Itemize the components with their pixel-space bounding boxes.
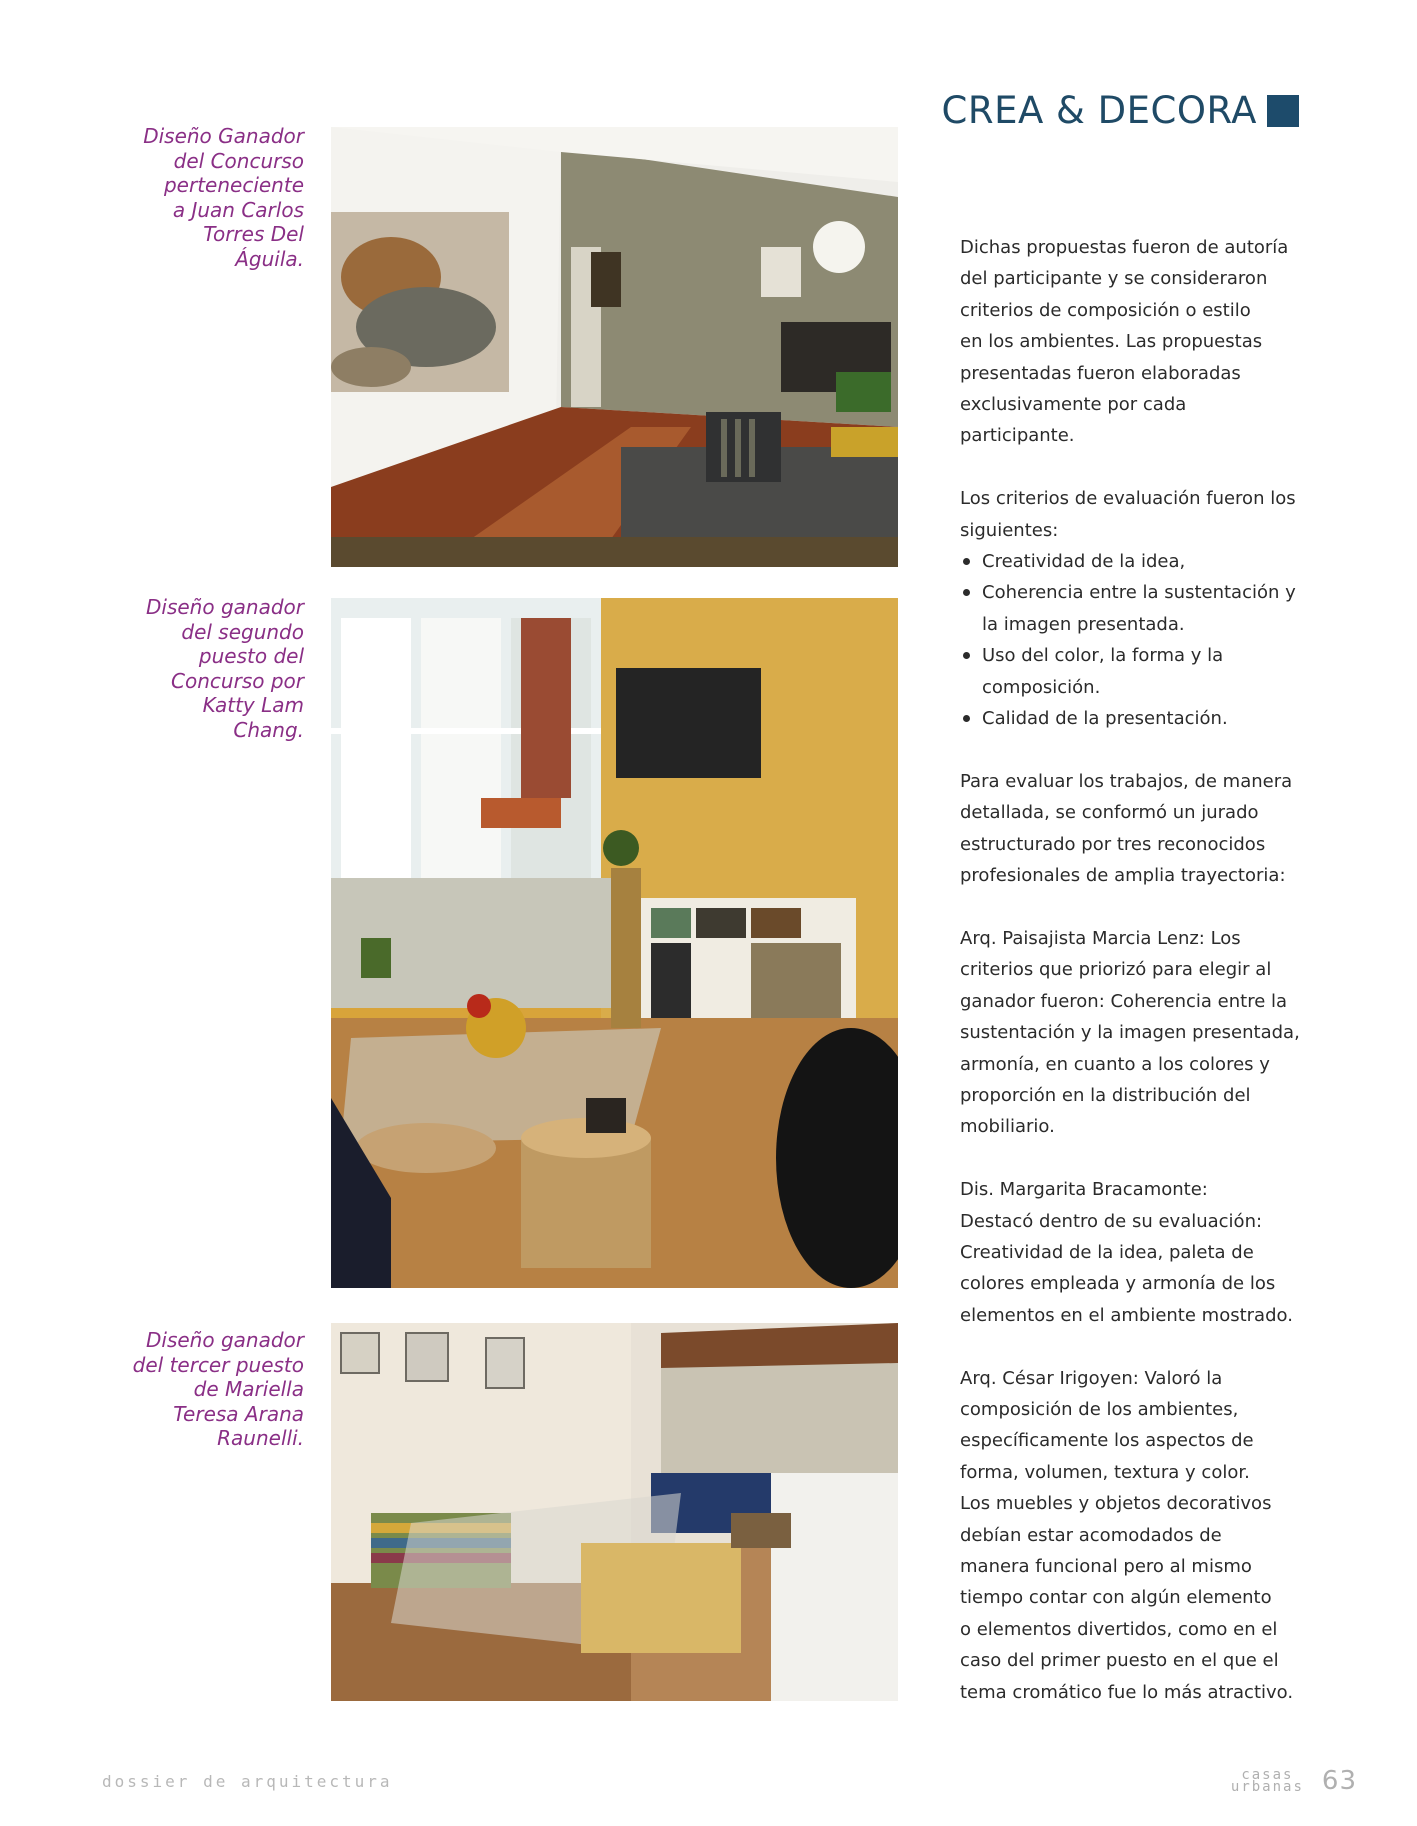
text-line: Arq. Paisajista Marcia Lenz: Los bbox=[960, 927, 1241, 949]
text-line: armonía, en cuanto a los colores y bbox=[960, 1053, 1270, 1075]
text-line: Dichas propuestas fueron de autoría bbox=[960, 237, 1289, 258]
paragraph-cesar-irigoyen bbox=[960, 1363, 1294, 1708]
text-line: en los ambientes. Las propuestas bbox=[960, 331, 1263, 353]
logo-line-top: casas bbox=[1241, 1767, 1294, 1783]
footer-right bbox=[1231, 1766, 1357, 1796]
text-line: Creatividad de la idea, bbox=[982, 551, 1186, 573]
photo-second-place-living-room bbox=[331, 598, 898, 1288]
text-line: la imagen presentada. bbox=[982, 613, 1185, 635]
section-accent-square bbox=[1267, 95, 1299, 127]
text-line: manera funcional pero al mismo bbox=[960, 1555, 1252, 1577]
text-line: caso del primer puesto en el que el bbox=[960, 1650, 1279, 1672]
text-line: composición. bbox=[982, 676, 1101, 698]
text-line: Creatividad de la idea, paleta de bbox=[960, 1241, 1254, 1263]
text-line: composición de los ambientes, bbox=[960, 1398, 1239, 1420]
text-line: debían estar acomodados de bbox=[960, 1524, 1222, 1546]
caption-line: de Mariella bbox=[193, 1377, 304, 1401]
magazine-logo bbox=[1231, 1769, 1304, 1793]
text-line: colores empleada y armonía de los bbox=[960, 1273, 1276, 1295]
paragraph-criteria-intro bbox=[960, 483, 1296, 546]
caption-line: del tercer puesto bbox=[132, 1352, 304, 1377]
text-line: Arq. César Irigoyen: Valoró la bbox=[960, 1367, 1223, 1389]
text-line: Coherencia entre la sustentación y bbox=[982, 582, 1296, 604]
paragraph-marcia-lenz bbox=[960, 923, 1300, 1143]
text-line: siguientes: bbox=[960, 519, 1059, 541]
text-line: mobiliario. bbox=[960, 1116, 1055, 1138]
caption-line: Concurso por bbox=[171, 668, 304, 693]
photo-first-place-living-room bbox=[331, 127, 898, 567]
section-title: CREA & DECORA bbox=[941, 89, 1257, 132]
text-line: Los criterios de evaluación fueron los bbox=[960, 488, 1296, 510]
page-number: 63 bbox=[1321, 1766, 1357, 1796]
paragraph-margarita-bracamonte bbox=[960, 1174, 1293, 1331]
text-line: estructurado por tres reconocidos bbox=[960, 833, 1266, 855]
text-line: detallada, se conformó un jurado bbox=[960, 802, 1259, 824]
criteria-list bbox=[960, 546, 1296, 734]
text-line: tiempo contar con algún elemento bbox=[960, 1587, 1272, 1609]
text-line: elementos en el ambiente mostrado. bbox=[960, 1304, 1293, 1326]
caption-third-place bbox=[80, 1328, 304, 1451]
text-line: Dis. Margarita Bracamonte: bbox=[960, 1179, 1208, 1201]
text-line: exclusivamente por cada bbox=[960, 394, 1187, 416]
caption-second-place bbox=[80, 595, 304, 742]
paragraph-jury bbox=[960, 766, 1293, 892]
caption-line: del Concurso bbox=[173, 148, 304, 173]
text-line: ganador fueron: Coherencia entre la bbox=[960, 990, 1288, 1012]
text-line: del participante y se consideraron bbox=[960, 268, 1268, 290]
text-line: Uso del color, la forma y la bbox=[982, 645, 1224, 667]
text-line: o elementos divertidos, como en el bbox=[960, 1618, 1278, 1640]
caption-line: Diseño ganador bbox=[146, 595, 304, 619]
text-line: Para evaluar los trabajos, de manera bbox=[960, 770, 1293, 792]
caption-line: Diseño Ganador bbox=[143, 124, 304, 148]
text-line: presentadas fueron elaboradas bbox=[960, 362, 1241, 384]
caption-line: Diseño ganador bbox=[146, 1328, 304, 1352]
criteria-list-item bbox=[960, 546, 1290, 577]
text-line: forma, volumen, textura y color. bbox=[960, 1461, 1250, 1483]
text-line: profesionales de amplia trayectoria: bbox=[960, 865, 1286, 887]
text-line: específicamente los aspectos de bbox=[960, 1430, 1254, 1452]
photo-third-place-dining-room bbox=[331, 1323, 898, 1701]
text-line: sustentación y la imagen presentada, bbox=[960, 1022, 1300, 1044]
criteria-list-item bbox=[960, 640, 1290, 703]
caption-line: Teresa Arana bbox=[173, 1401, 304, 1426]
text-line: proporción en la distribución del bbox=[960, 1084, 1251, 1106]
caption-line: Katty Lam bbox=[202, 693, 304, 717]
text-line: Destacó dentro de su evaluación: bbox=[960, 1210, 1263, 1232]
footer-section-name: dossier de arquitectura bbox=[102, 1772, 393, 1791]
caption-line: Águila. bbox=[235, 246, 304, 271]
caption-line: perteneciente bbox=[163, 173, 304, 197]
text-line: criterios de composición o estilo bbox=[960, 299, 1251, 321]
article-body bbox=[960, 232, 1300, 1708]
criteria-list-item bbox=[960, 577, 1296, 640]
text-line: criterios que priorizó para elegir al bbox=[960, 959, 1272, 981]
text-line: participante. bbox=[960, 425, 1075, 447]
logo-line-bottom: urbanas bbox=[1230, 1779, 1304, 1795]
text-line: tema cromático fue lo más atractivo. bbox=[960, 1681, 1294, 1703]
text-line: Calidad de la presentación. bbox=[982, 708, 1228, 730]
caption-line: puesto del bbox=[198, 644, 304, 668]
caption-line: Chang. bbox=[233, 717, 304, 742]
text-line: Los muebles y objetos decorativos bbox=[960, 1493, 1272, 1515]
caption-line: Torres Del bbox=[203, 222, 304, 246]
caption-line: a Juan Carlos bbox=[172, 197, 304, 222]
paragraph-proposals bbox=[960, 232, 1290, 452]
caption-line: del segundo bbox=[181, 619, 304, 644]
criteria-list-item bbox=[960, 703, 1290, 734]
section-header bbox=[941, 89, 1299, 132]
caption-first-place bbox=[80, 124, 304, 271]
caption-line: Raunelli. bbox=[217, 1426, 304, 1450]
